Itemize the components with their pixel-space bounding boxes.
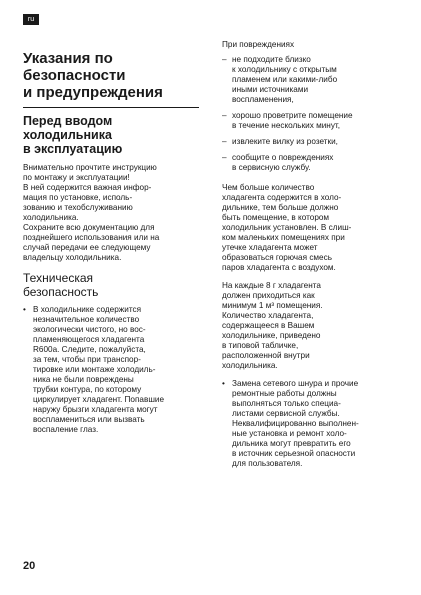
intro-paragraph: Внимательно прочтите инструкцию по монтажу и эксплуатации! В ней содержится важная инфор- мация по установке, исполь- зованию и техобслуживанию холодильника. Сохраните всю документацию для позднейшего использования или на случай передачи ее следующему владельцу холодильника. bbox=[23, 163, 160, 262]
tech-safety-bullet-text: В холодильнике содержится незначительное количество экологически чистого, но вос- пламеняющегося хладагента R600a. Следите, пожалуйста, за тем, чтобы при транспор- тировке или монтаже холодиль- ника не были повреждены трубки контура, по которому циркулирует хладагент. Попавшие наружу брызги хладагента могут воспламениться или вызвать воспаление глаз. bbox=[33, 305, 165, 434]
damage-item-text: извлеките вилку из розетки, bbox=[232, 137, 338, 146]
left-column bbox=[23, 50, 199, 442]
dash-icon: – bbox=[222, 111, 227, 120]
title-divider bbox=[23, 107, 199, 108]
repair-bullet bbox=[222, 379, 402, 469]
section-heading-before-use: Перед вводом холодильника в эксплуатацию bbox=[23, 114, 123, 156]
section-heading-tech-safety: Техническая безопасность bbox=[23, 271, 99, 299]
dash-icon: – bbox=[222, 153, 227, 162]
damage-item bbox=[222, 111, 402, 131]
damage-item bbox=[222, 137, 402, 147]
language-badge: ru bbox=[23, 14, 39, 25]
damage-item bbox=[222, 153, 402, 173]
bullet-icon: • bbox=[23, 305, 26, 314]
damage-item bbox=[222, 55, 402, 105]
damage-item-text: сообщите о повреждениях в сервисную службу. bbox=[232, 153, 334, 172]
bullet-icon: • bbox=[222, 379, 225, 388]
damage-heading: При повреждениях bbox=[222, 40, 295, 49]
dash-icon: – bbox=[222, 137, 227, 146]
dash-icon: – bbox=[222, 55, 227, 64]
page-number: 20 bbox=[23, 560, 36, 572]
damage-item-text: не подходите близко к холодильнику с открытым пламенем или какими-либо иными источниками воспламенения, bbox=[232, 55, 338, 104]
tech-safety-bullet bbox=[23, 305, 199, 435]
page-title: Указания по безопасности и предупреждения bbox=[23, 50, 163, 101]
damage-item-text: хорошо проветрите помещение в течение нескольких минут, bbox=[232, 111, 353, 130]
room-size-paragraph: Чем больше количество хладагента содержится в холо- дильнике, тем больше должно быть помещение, в котором холодильник установлен. В слиш- ком маленьких помещениях при утечке хладагента может образоваться горючая смесь паров хладагента с воздухом. bbox=[222, 183, 352, 272]
repair-bullet-text: Замена сетевого шнура и прочие ремонтные работы должны выполняться только специа- листами сервисной службы. Неквалифицированно выполнен- ные установка и ремонт холо- дильника могут превратить его в источник серьезной опасности для пользователя. bbox=[232, 379, 359, 468]
refrigerant-ratio-paragraph: На каждые 8 г хладагента должен приходиться как минимум 1 м³ помещения. Количество хладагента, содержащееся в Вашем холодильнике, приведено в типовой табличке, расположенной внутри холодильника. bbox=[222, 281, 323, 370]
right-column bbox=[222, 40, 402, 476]
